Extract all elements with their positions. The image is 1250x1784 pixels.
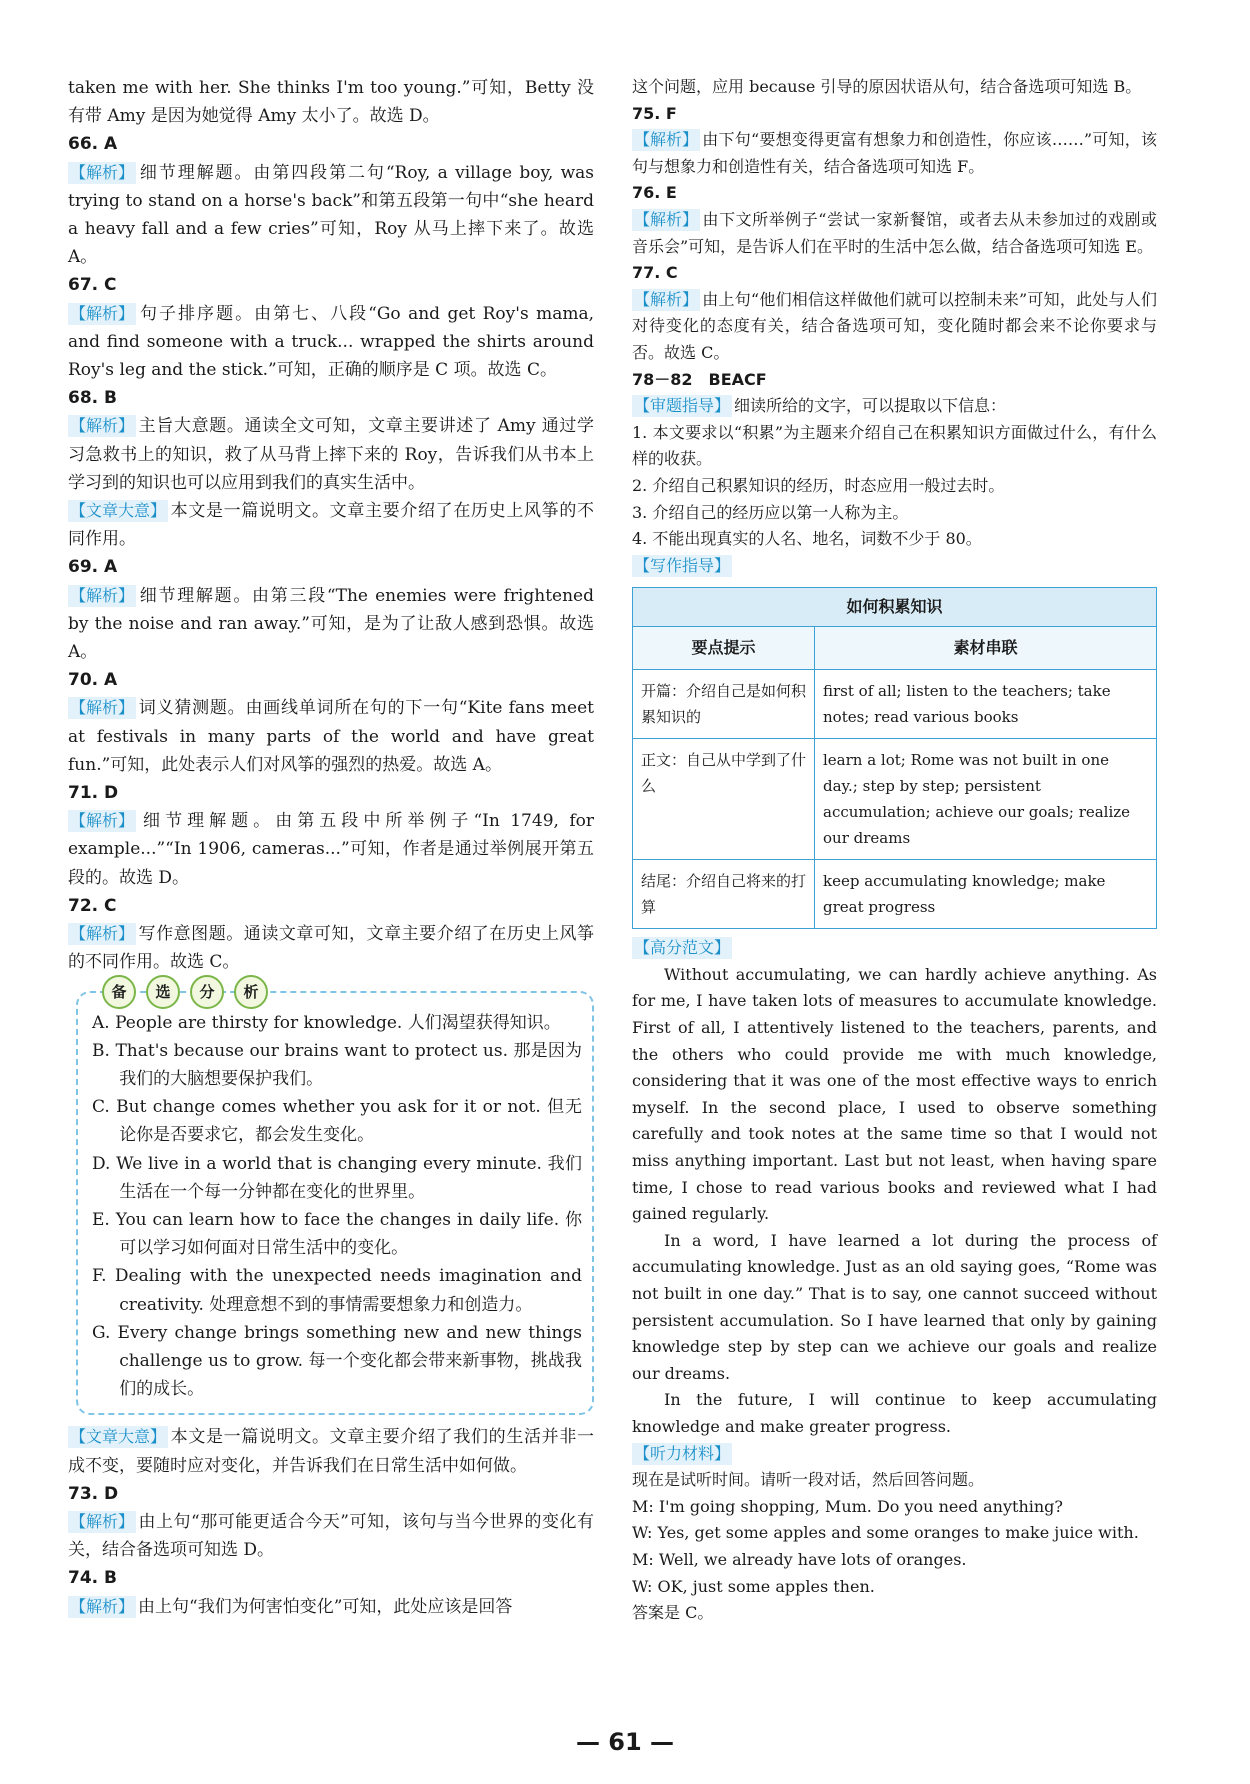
paragraph: taken me with her. She thinks I'm too young.”可知，Betty 没有带 Amy 是因为她觉得 Amy 太小了。故选 D。 bbox=[68, 78, 594, 127]
table-row bbox=[633, 860, 1157, 929]
option-item: G. Every change brings something new and new things challenge us to grow. 每一个变化都会带来新事物，挑战我们的成长。 bbox=[92, 1322, 582, 1400]
table-cell: first of all; listen to the teachers; take notes; read various books bbox=[815, 670, 1157, 739]
answer-number: 67. C bbox=[68, 275, 117, 296]
listening-line: M: I'm going shopping, Mum. Do you need anything? bbox=[632, 1496, 1063, 1516]
point-item: 2. 介绍自己积累知识的经历，时态应用一般过去时。 bbox=[632, 475, 1005, 495]
writing-table bbox=[632, 587, 1157, 929]
listening-line: W: OK, just some apples then. bbox=[632, 1576, 875, 1596]
answer-number: 70. A bbox=[68, 670, 118, 691]
model-essay-label bbox=[632, 935, 1157, 962]
essay-paragraph: In a word, I have learned a lot during the process of accumulating knowledge. Just as an old saying goes, “Rome was not built in one day.” That is to say, one cannot succeed without persistent accumulation. So I have learned that only by gaining knowledge step by step can we achieve our goals and realize our dreams. bbox=[632, 1230, 1157, 1383]
explanation bbox=[68, 412, 594, 497]
option-item: D. We live in a world that is changing every minute. 我们生活在一个每一分钟都在变化的世界里。 bbox=[92, 1153, 582, 1202]
table-header-row bbox=[633, 627, 1157, 670]
analysis-tag: 【解析】 bbox=[70, 416, 135, 436]
table-cell: 结尾：介绍自己将来的打算 bbox=[633, 860, 815, 929]
explanation bbox=[68, 300, 594, 385]
explanation bbox=[632, 127, 1157, 180]
explanation bbox=[68, 807, 594, 892]
explanation-text: 细节理解题。由第五段中所举例子“In 1749, for example...”“In 1906, cameras...”可知，作者是通过举例展开第五段的。故选 D。 bbox=[68, 811, 594, 888]
analysis-tag: 【解析】 bbox=[70, 811, 135, 831]
analysis-tag: 【解析】 bbox=[70, 924, 135, 944]
explanation-text: 细节理解题。由第四段第二句“Roy, a village boy, was trying to stand on a horse's back”和第五段第一句中“she heard a heavy fall and a few cries”可知，Roy 从马上摔下来了。故选 A。 bbox=[68, 162, 594, 268]
table-cell: learn a lot; Rome was not built in one day.; step by step; persistent accumulation; achieve our goals; realize our dreams bbox=[815, 739, 1157, 860]
answer-number: 74. B bbox=[68, 1568, 117, 1589]
listening-line: M: Well, we already have lots of oranges. bbox=[632, 1549, 967, 1569]
explanation-text: 词义猜测题。由画线单词所在句的下一句“Kite fans meet at festivals in many parts of the world and have great fun.”可知，此处表示人们对风筝的强烈的热爱。故选 A。 bbox=[68, 698, 594, 775]
answer-number: 75. F bbox=[632, 103, 677, 123]
analysis-tag: 【解析】 bbox=[70, 1596, 135, 1616]
answer-number: 72. C bbox=[68, 895, 117, 916]
left-column bbox=[68, 74, 594, 1621]
explanation bbox=[68, 694, 594, 779]
analysis-tag: 【解析】 bbox=[634, 209, 699, 229]
explanation-text: 句子排序题。由第七、八段“Go and get Roy's mama, and find someone with a truck... wrapped the shirts around Roy's leg and the stick.”可知，正确的顺序是 C 项。故选 C。 bbox=[68, 303, 594, 381]
summary-tag: 【文章大意】 bbox=[70, 501, 167, 521]
guide bbox=[632, 393, 1157, 420]
explanation bbox=[68, 1508, 594, 1564]
explanation bbox=[68, 920, 594, 976]
point-item: 1. 本文要求以“积累”为主题来介绍自己在积累知识方面做过什么，有什么样的收获。 bbox=[632, 422, 1157, 469]
explanation-text: 由下句“要想变得更富有想象力和创造性，你应该……”可知，该句与想象力和创造性有关，结合备选项可知选 F。 bbox=[632, 130, 1157, 176]
option-item: B. That's because our brains want to protect us. 那是因为我们的大脑想要保护我们。 bbox=[92, 1040, 582, 1089]
option-item: C. But change comes whether you ask for it or not. 但无论你是否要求它，都会发生变化。 bbox=[92, 1097, 582, 1146]
explanation-text: 写作意图题。通读文章可知，文章主要介绍了在历史上风筝的不同作用。故选 C。 bbox=[68, 924, 594, 973]
summary bbox=[68, 1423, 594, 1479]
options-box-title bbox=[102, 975, 268, 1009]
answer-number: 68. B bbox=[68, 388, 117, 409]
title-char: 备 bbox=[102, 975, 136, 1009]
summary bbox=[68, 497, 594, 553]
analysis-tag: 【解析】 bbox=[70, 1511, 135, 1531]
explanation-text: 主旨大意题。通读全文可知，文章主要讲述了 Amy 通过学习急救书上的知识，救了从马背上摔下来的 Roy，告诉我们从书本上学习到的知识也可以应用到我们的真实生活中。 bbox=[68, 416, 594, 493]
listening-line: W: Yes, get some apples and some oranges to make juice with. bbox=[632, 1523, 1139, 1543]
analysis-tag: 【解析】 bbox=[70, 303, 135, 323]
explanation bbox=[68, 1593, 594, 1621]
summary-text: 本文是一篇说明文。文章主要介绍了我们的生活并非一成不变，要随时应对变化，并告诉我们在日常生活中如何做。 bbox=[68, 1427, 594, 1476]
title-char: 分 bbox=[190, 975, 224, 1009]
answer-number: 77. C bbox=[632, 263, 678, 283]
point-item: 3. 介绍自己的经历应以第一人称为主。 bbox=[632, 502, 909, 522]
answer-number: 66. A bbox=[68, 134, 118, 155]
option-item: E. You can learn how to face the changes in daily life. 你可以学习如何面对日常生活中的变化。 bbox=[92, 1209, 582, 1259]
writing-guide bbox=[632, 553, 1157, 580]
options-analysis-box bbox=[76, 982, 594, 1416]
table-row bbox=[633, 670, 1157, 739]
analysis-tag: 【解析】 bbox=[70, 585, 135, 605]
table-cell: 开篇：介绍自己是如何积累知识的 bbox=[633, 670, 815, 739]
explanation bbox=[68, 582, 594, 667]
page-number: — 61 — bbox=[575, 1728, 675, 1756]
answer-number: 69. A bbox=[68, 557, 118, 578]
guide-tag: 【审题指导】 bbox=[634, 396, 731, 416]
table-cell: 正文：自己从中学到了什么 bbox=[633, 739, 815, 860]
analysis-tag: 【解析】 bbox=[70, 162, 135, 182]
option-item: A. People are thirsty for knowledge. 人们渴望获得知识。 bbox=[92, 1012, 561, 1033]
model-essay-tag: 【高分范文】 bbox=[634, 938, 731, 958]
writing-guide-tag: 【写作指导】 bbox=[634, 555, 731, 575]
title-char: 析 bbox=[234, 975, 268, 1009]
answer-number: 78－82 BEACF bbox=[632, 369, 767, 389]
title-char: 选 bbox=[146, 975, 180, 1009]
explanation-text: 由下文所举例子“尝试一家新餐馆，或者去从未参加过的戏剧或音乐会”可知，是告诉人们在平时的生活中怎么做，结合备选项可知选 E。 bbox=[632, 209, 1157, 256]
explanation-text: 由上句“他们相信这样做他们就可以控制未来”可知，此处与人们对待变化的态度有关，结合备选项可知，变化随时都会来不论你要求与否。故选 C。 bbox=[632, 289, 1157, 362]
explanation-text: 细节理解题。由第三段“The enemies were frightened by the noise and ran away.”可知，是为了让敌人感到恐惧。故选 A。 bbox=[68, 585, 594, 663]
table-header: 要点提示 bbox=[633, 627, 815, 670]
table-cell: keep accumulating knowledge; make great progress bbox=[815, 860, 1157, 929]
summary-text: 本文是一篇说明文。文章主要介绍了在历史上风筝的不同作用。 bbox=[68, 501, 594, 550]
listening-tag: 【听力材料】 bbox=[634, 1443, 731, 1463]
answer-number: 76. E bbox=[632, 183, 677, 203]
explanation bbox=[632, 207, 1157, 260]
table-header: 素材串联 bbox=[815, 627, 1157, 670]
option-item: F. Dealing with the unexpected needs imagination and creativity. 处理意想不到的事情需要想象力和创造力。 bbox=[92, 1266, 582, 1315]
analysis-tag: 【解析】 bbox=[634, 289, 699, 309]
listening-line: 答案是 C。 bbox=[632, 1603, 714, 1623]
answer-number: 71. D bbox=[68, 783, 119, 804]
listening-label bbox=[632, 1441, 1157, 1468]
explanation bbox=[632, 287, 1157, 367]
analysis-tag: 【解析】 bbox=[70, 698, 135, 718]
explanation bbox=[68, 159, 594, 272]
point-item: 4. 不能出现真实的人名、地名，词数不少于 80。 bbox=[632, 529, 982, 549]
answer-number: 73. D bbox=[68, 1483, 119, 1504]
explanation-text: 由上句“我们为何害怕变化”可知，此处应该是回答 bbox=[138, 1596, 513, 1617]
essay-paragraph: Without accumulating, we can hardly achieve anything. As for me, I have taken lots of measures to accumulate knowledge. First of all, I attentively listened to the teachers, parents, and the others who could provide me with much knowledge, considering that it was one of the most effective ways to enrich myself. In the second place, I used to observe something carefully and took notes at the same time so that I would not miss anything important. Last but not least, when having spare time, I chose to read various books and reviewed what I had gained regularly. bbox=[632, 964, 1157, 1224]
listening-line: 现在是试听时间。请听一段对话，然后回答问题。 bbox=[632, 1470, 985, 1490]
table-row bbox=[633, 739, 1157, 860]
essay-paragraph: In the future, I will continue to keep accumulating knowledge and make greater progress. bbox=[632, 1390, 1157, 1436]
explanation-text: 由上句“那可能更适合今天”可知，该句与当今世界的变化有关，结合备选项可知选 D。 bbox=[68, 1511, 594, 1561]
right-column bbox=[632, 74, 1157, 1627]
table-caption: 如何积累知识 bbox=[632, 587, 1157, 626]
analysis-tag: 【解析】 bbox=[634, 130, 699, 150]
guide-text: 细读所给的文字，可以提取以下信息： bbox=[734, 396, 1007, 416]
paragraph: 这个问题，应用 because 引导的原因状语从句，结合备选项可知选 B。 bbox=[632, 77, 1142, 96]
summary-tag: 【文章大意】 bbox=[70, 1427, 167, 1447]
